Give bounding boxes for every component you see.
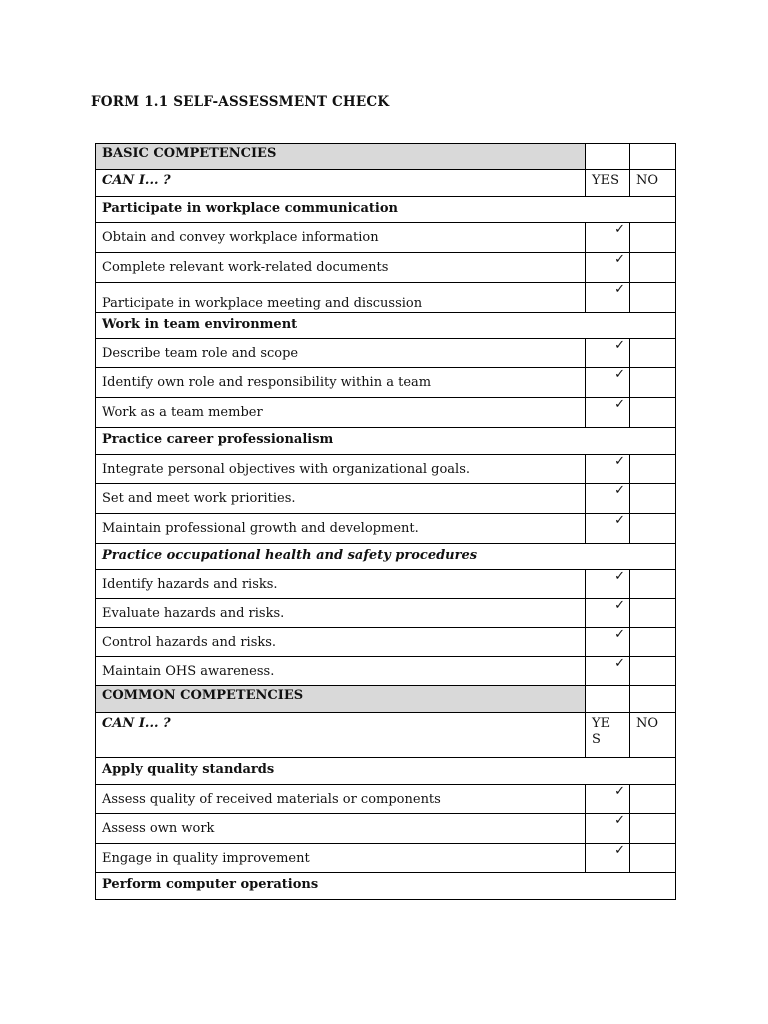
item-row <box>96 368 676 398</box>
yes-cell[interactable] <box>586 570 630 599</box>
item-label: Maintain professional growth and development. <box>96 514 586 544</box>
item-row <box>96 253 676 283</box>
no-column-header: NO <box>630 170 676 197</box>
group-row <box>96 873 676 900</box>
no-cell[interactable] <box>630 657 676 686</box>
group-title: Perform computer operations <box>96 873 676 900</box>
item-label: Integrate personal objectives with organizational goals. <box>96 455 586 484</box>
check-icon: ✓ <box>614 483 625 498</box>
item-row <box>96 514 676 544</box>
group-row <box>96 197 676 223</box>
yes-column-header <box>586 713 630 758</box>
group-row <box>96 313 676 339</box>
can-i-label: CAN I... ? <box>96 170 586 197</box>
check-icon: ✓ <box>614 627 625 642</box>
yes-cell[interactable] <box>586 223 630 253</box>
column-header-row <box>96 170 676 197</box>
no-cell[interactable] <box>630 599 676 628</box>
item-label: Participate in workplace meeting and discussion <box>96 283 586 313</box>
item-row <box>96 570 676 599</box>
item-row <box>96 628 676 657</box>
no-cell[interactable] <box>630 628 676 657</box>
item-label: Identify own role and responsibility within a team <box>96 368 586 398</box>
check-icon: ✓ <box>614 598 625 613</box>
check-icon: ✓ <box>614 252 625 267</box>
yes-cell[interactable] <box>586 844 630 873</box>
check-icon: ✓ <box>614 338 625 353</box>
check-icon: ✓ <box>614 569 625 584</box>
section-title: BASIC COMPETENCIES <box>96 144 586 170</box>
yes-cell[interactable] <box>586 484 630 514</box>
group-title: Practice career professionalism <box>96 428 676 455</box>
item-row <box>96 223 676 253</box>
item-label: Obtain and convey workplace information <box>96 223 586 253</box>
yes-header-line: S <box>592 732 601 747</box>
yes-cell[interactable] <box>586 814 630 844</box>
item-label: Assess own work <box>96 814 586 844</box>
no-column-header: NO <box>630 713 676 758</box>
no-cell[interactable] <box>630 223 676 253</box>
yes-cell[interactable] <box>586 253 630 283</box>
yes-cell[interactable] <box>586 514 630 544</box>
section-header-row <box>96 144 676 170</box>
group-title: Work in team environment <box>96 313 676 339</box>
self-assessment-table <box>95 143 676 900</box>
item-row <box>96 657 676 686</box>
item-label: Complete relevant work-related documents <box>96 253 586 283</box>
no-cell[interactable] <box>630 339 676 368</box>
group-row <box>96 544 676 570</box>
item-label: Evaluate hazards and risks. <box>96 599 586 628</box>
no-cell[interactable] <box>630 844 676 873</box>
can-i-label: CAN I... ? <box>96 713 586 758</box>
form-title: FORM 1.1 SELF-ASSESSMENT CHECK <box>91 94 390 110</box>
yes-column-header: YES <box>586 170 630 197</box>
yes-cell[interactable] <box>586 657 630 686</box>
item-row <box>96 455 676 484</box>
item-row <box>96 484 676 514</box>
check-icon: ✓ <box>614 397 625 412</box>
yes-cell[interactable] <box>586 339 630 368</box>
yes-cell[interactable] <box>586 398 630 428</box>
item-label: Assess quality of received materials or components <box>96 785 586 814</box>
group-row <box>96 428 676 455</box>
no-cell[interactable] <box>630 398 676 428</box>
yes-cell[interactable] <box>586 785 630 814</box>
yes-cell[interactable] <box>586 628 630 657</box>
column-header-row <box>96 713 676 758</box>
item-label: Identify hazards and risks. <box>96 570 586 599</box>
item-row <box>96 339 676 368</box>
yes-cell[interactable] <box>586 283 630 313</box>
group-title: Apply quality standards <box>96 758 676 785</box>
item-label: Set and meet work priorities. <box>96 484 586 514</box>
empty-cell <box>586 144 630 170</box>
section-header-row <box>96 686 676 713</box>
check-icon: ✓ <box>614 656 625 671</box>
check-icon: ✓ <box>614 454 625 469</box>
no-cell[interactable] <box>630 514 676 544</box>
yes-cell[interactable] <box>586 455 630 484</box>
check-icon: ✓ <box>614 367 625 382</box>
yes-header-line: YE <box>592 716 611 731</box>
check-icon: ✓ <box>614 513 625 528</box>
no-cell[interactable] <box>630 368 676 398</box>
group-row <box>96 758 676 785</box>
item-row <box>96 283 676 313</box>
item-label: Describe team role and scope <box>96 339 586 368</box>
item-row <box>96 785 676 814</box>
empty-cell <box>630 144 676 170</box>
no-cell[interactable] <box>630 253 676 283</box>
item-row <box>96 844 676 873</box>
item-row <box>96 398 676 428</box>
check-icon: ✓ <box>614 784 625 799</box>
yes-cell[interactable] <box>586 599 630 628</box>
no-cell[interactable] <box>630 455 676 484</box>
check-icon: ✓ <box>614 282 625 297</box>
check-icon: ✓ <box>614 222 625 237</box>
check-icon: ✓ <box>614 843 625 858</box>
item-row <box>96 599 676 628</box>
group-title: Practice occupational health and safety procedures <box>96 544 676 570</box>
no-cell[interactable] <box>630 283 676 313</box>
group-title: Participate in workplace communication <box>96 197 676 223</box>
item-label: Maintain OHS awareness. <box>96 657 586 686</box>
check-icon: ✓ <box>614 813 625 828</box>
item-label: Work as a team member <box>96 398 586 428</box>
empty-cell <box>586 686 630 713</box>
item-label: Engage in quality improvement <box>96 844 586 873</box>
yes-cell[interactable] <box>586 368 630 398</box>
item-row <box>96 814 676 844</box>
no-cell[interactable] <box>630 785 676 814</box>
no-cell[interactable] <box>630 484 676 514</box>
item-label: Control hazards and risks. <box>96 628 586 657</box>
no-cell[interactable] <box>630 570 676 599</box>
no-cell[interactable] <box>630 814 676 844</box>
empty-cell <box>630 686 676 713</box>
section-title: COMMON COMPETENCIES <box>96 686 586 713</box>
